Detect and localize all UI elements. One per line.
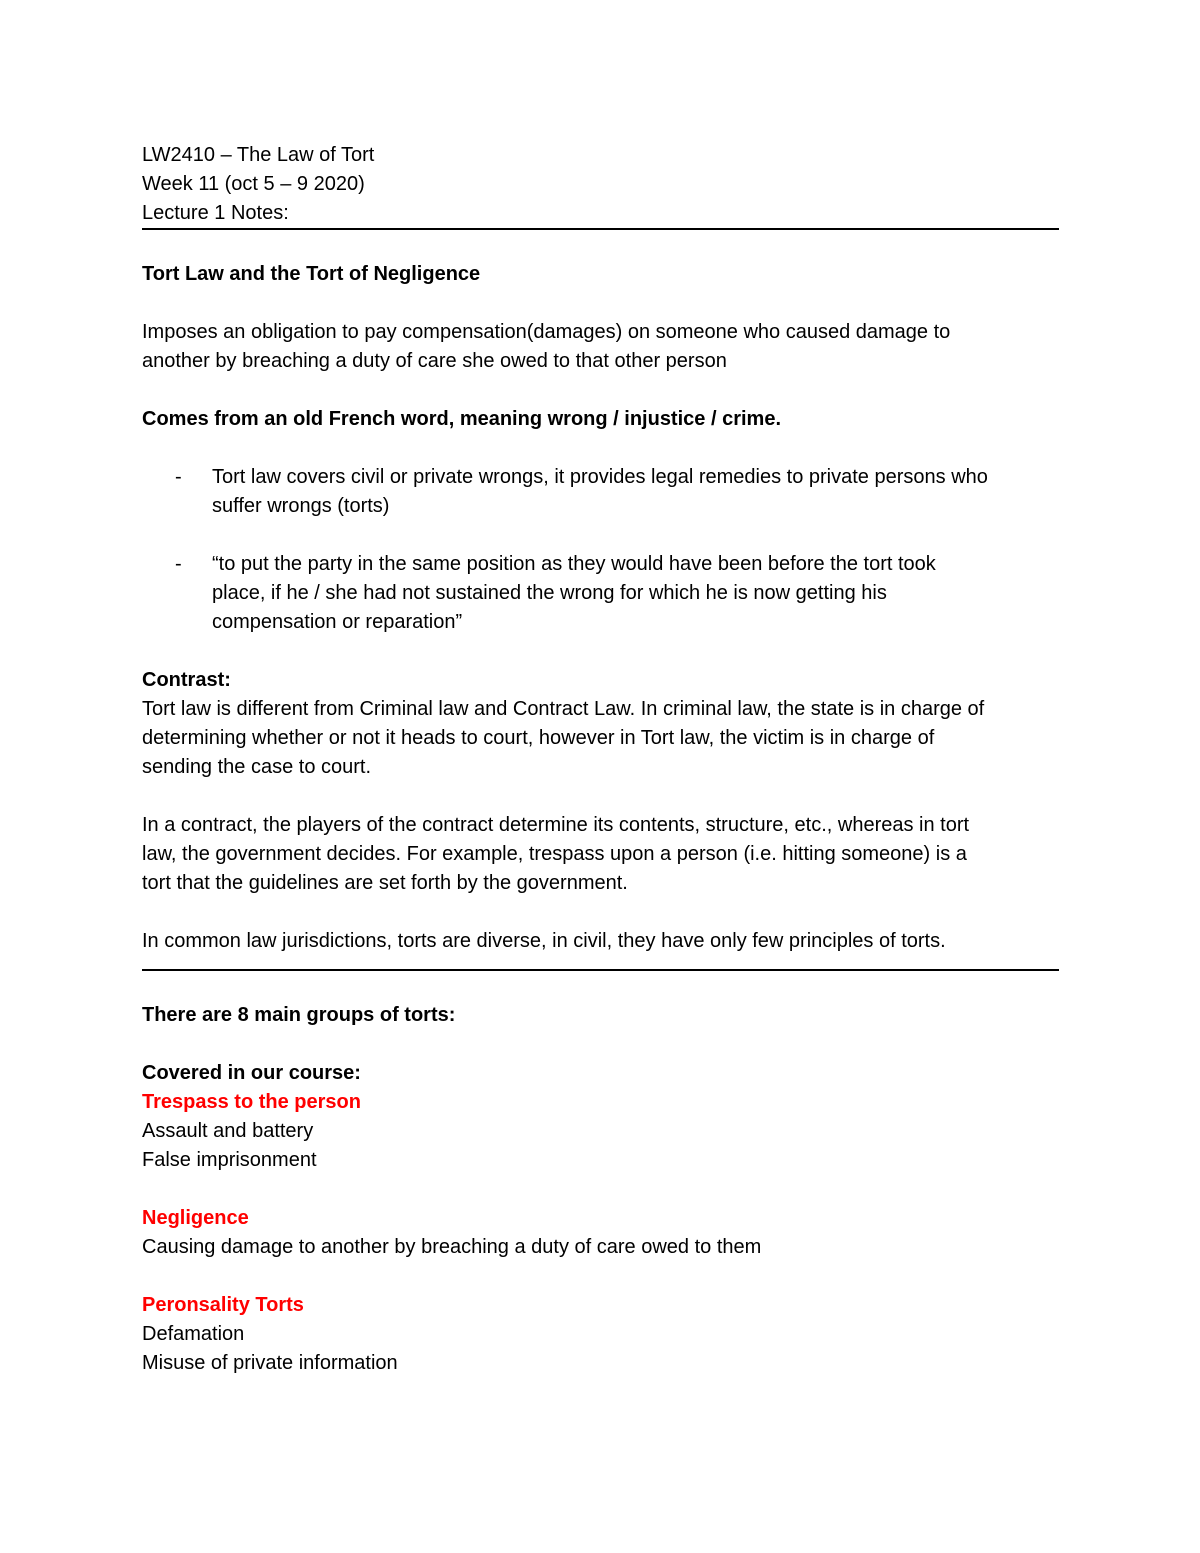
intro-paragraph-line: another by breaching a duty of care she owed to that other person xyxy=(142,350,727,372)
course-title: LW2410 – The Law of Tort xyxy=(142,144,375,166)
groups-heading: There are 8 main groups of torts: xyxy=(142,1004,456,1026)
lecture-line: Lecture 1 Notes: xyxy=(142,202,289,224)
bullet-text-line: compensation or reparation” xyxy=(212,611,463,633)
bullet-text-line: place, if he / she had not sustained the wrong for which he is now getting his xyxy=(212,582,887,604)
section-heading: Tort Law and the Tort of Negligence xyxy=(142,263,481,285)
bullet-item xyxy=(142,550,1060,637)
tort-group-item: Causing damage to another by breaching a duty of care owed to them xyxy=(142,1236,762,1258)
tort-group-title: Trespass to the person xyxy=(142,1091,361,1113)
contrast-line: Tort law is different from Criminal law and Contract Law. In criminal law, the state is in charge of xyxy=(142,698,985,720)
document-content xyxy=(142,141,1060,1378)
bullet-text-line: suffer wrongs (torts) xyxy=(212,495,390,517)
tort-group-item: Misuse of private information xyxy=(142,1352,398,1374)
origin-statement: Comes from an old French word, meaning wrong / injustice / crime. xyxy=(142,408,781,430)
tort-group-title: Negligence xyxy=(142,1207,249,1229)
tort-group-item: Assault and battery xyxy=(142,1120,314,1142)
week-line: Week 11 (oct 5 – 9 2020) xyxy=(142,173,365,195)
contrast-line: sending the case to court. xyxy=(142,756,372,778)
contract-line: law, the government decides. For example, trespass upon a person (i.e. hitting someone) is a xyxy=(142,843,967,865)
common-law-line: In common law jurisdictions, torts are diverse, in civil, they have only few principles of torts. xyxy=(142,930,946,952)
contrast-heading: Contrast: xyxy=(142,669,231,691)
bullet-item xyxy=(142,463,1060,521)
bullet-text-line: Tort law covers civil or private wrongs, it provides legal remedies to private persons who xyxy=(212,466,988,488)
intro-paragraph-line: Imposes an obligation to pay compensation(damages) on someone who caused damage to xyxy=(142,321,951,343)
tort-group-title: Peronsality Torts xyxy=(142,1294,304,1316)
contract-line: tort that the guidelines are set forth by the government. xyxy=(142,872,628,894)
contract-line: In a contract, the players of the contract determine its contents, structure, etc., whereas in tort xyxy=(142,814,970,836)
contrast-line: determining whether or not it heads to court, however in Tort law, the victim is in charge of xyxy=(142,727,935,749)
bullet-dash: - xyxy=(175,466,182,488)
bullet-text-line: “to put the party in the same position as they would have been before the tort took xyxy=(212,553,936,575)
tort-group-item: Defamation xyxy=(142,1323,245,1345)
tort-group-item: False imprisonment xyxy=(142,1149,317,1171)
covered-heading: Covered in our course: xyxy=(142,1062,361,1084)
bullet-dash: - xyxy=(175,553,182,575)
